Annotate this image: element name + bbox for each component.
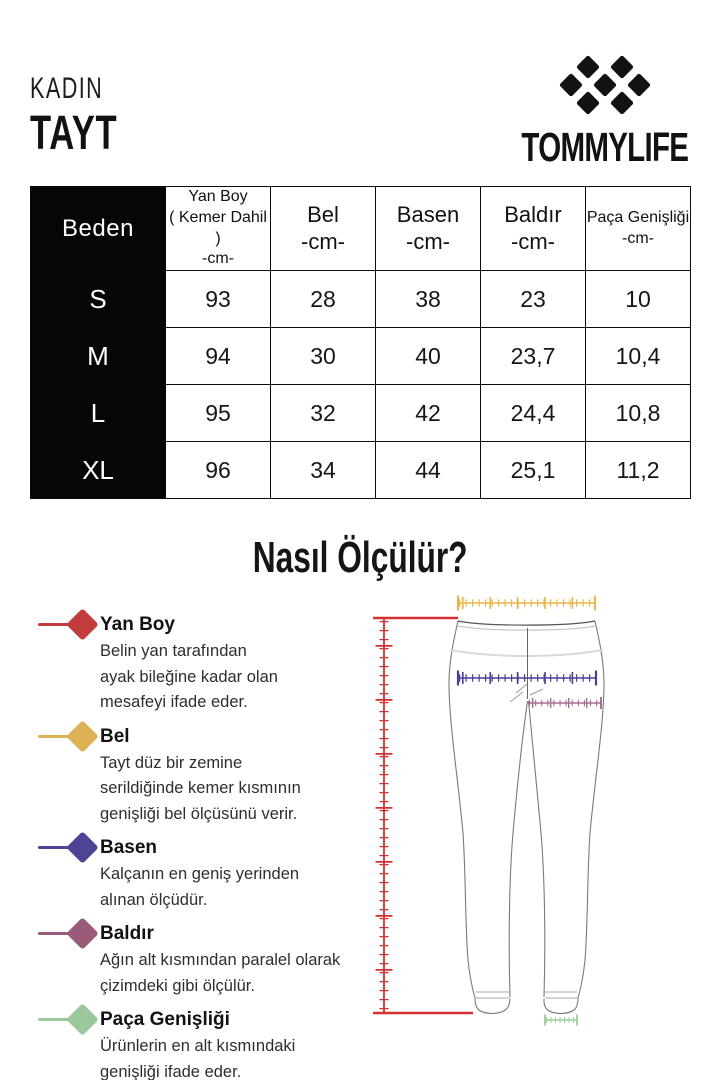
cell-value: 25,1 — [481, 442, 586, 499]
cell-value: 94 — [166, 328, 271, 385]
legend-description: Ağın alt kısmından paralel olarak çizimdeki gibi ölçülür. — [100, 951, 341, 995]
legend-description: Kalçanın en geniş yerinden alınan ölçüdür. — [100, 865, 300, 909]
size-table — [30, 186, 691, 499]
column-header-paca-genisligi: Paça Genişliği -cm- — [586, 187, 691, 271]
column-header-yan-boy: Yan Boy ( Kemer Dahil ) -cm- — [166, 187, 271, 271]
table-row — [31, 271, 691, 328]
measurement-legend — [38, 612, 368, 1080]
brand-logo — [475, 54, 720, 171]
cell-value: 23 — [481, 271, 586, 328]
brand-name: TOMMYLIFE — [521, 124, 689, 170]
size-table-corner: Beden — [31, 187, 166, 271]
cell-value: 32 — [271, 385, 376, 442]
legend-label: Baldır — [100, 923, 154, 944]
legend-label: Paça Genişliği — [100, 1009, 230, 1030]
bel-diamond-icon — [38, 722, 96, 752]
legend-description: Tayt düz bir zemine serildiğinde kemer kısmının genişliği bel ölçüsünü verir. — [100, 753, 301, 823]
legend-item-baldir — [38, 921, 368, 999]
category-label: KADIN — [30, 72, 104, 105]
cell-value: 10,8 — [586, 385, 691, 442]
cell-value: 30 — [271, 328, 376, 385]
size-label: S — [31, 271, 166, 328]
paca-genisligi-diamond-icon — [38, 1005, 96, 1035]
size-label: XL — [31, 442, 166, 499]
cell-value: 28 — [271, 271, 376, 328]
legend-item-basen — [38, 835, 368, 913]
cell-value: 34 — [271, 442, 376, 499]
cell-value: 23,7 — [481, 328, 586, 385]
cell-value: 40 — [376, 328, 481, 385]
basen-diamond-icon — [38, 833, 96, 863]
cell-value: 42 — [376, 385, 481, 442]
legend-description: Belin yan tarafından ayak bileğine kadar olan mesafeyi ifade eder. — [100, 642, 278, 711]
measure-section-title: Nasıl Ölçülür? — [252, 533, 468, 582]
table-row — [31, 442, 691, 499]
legend-item-bel — [38, 724, 368, 828]
legend-description: Ürünlerin en alt kısmındaki genişliği ifade eder. — [100, 1037, 296, 1080]
legend-item-yan-boy — [38, 612, 368, 716]
product-title: TAYT — [30, 107, 118, 160]
cell-value: 93 — [166, 271, 271, 328]
table-row — [31, 328, 691, 385]
cell-value: 10 — [586, 271, 691, 328]
size-label: M — [31, 328, 166, 385]
cell-value: 44 — [376, 442, 481, 499]
column-header-bel: Bel -cm- — [271, 187, 376, 271]
cell-value: 10,4 — [586, 328, 691, 385]
legend-label: Yan Boy — [100, 614, 175, 635]
size-label: L — [31, 385, 166, 442]
legend-item-paca-genisligi — [38, 1007, 368, 1080]
column-header-basen: Basen -cm- — [376, 187, 481, 271]
leggings-measurement-diagram — [370, 588, 720, 1038]
yan-boy-diamond-icon — [38, 610, 96, 640]
legend-label: Bel — [100, 725, 130, 747]
cell-value: 96 — [166, 442, 271, 499]
cell-value: 24,4 — [481, 385, 586, 442]
legend-label: Basen — [100, 837, 158, 858]
cell-value: 38 — [376, 271, 481, 328]
size-table-header-row — [31, 187, 691, 271]
brand-diamonds-icon — [545, 54, 665, 118]
cell-value: 95 — [166, 385, 271, 442]
table-row — [31, 385, 691, 442]
cell-value: 11,2 — [586, 442, 691, 499]
baldir-diamond-icon — [38, 919, 96, 949]
column-header-baldir: Baldır -cm- — [481, 187, 586, 271]
